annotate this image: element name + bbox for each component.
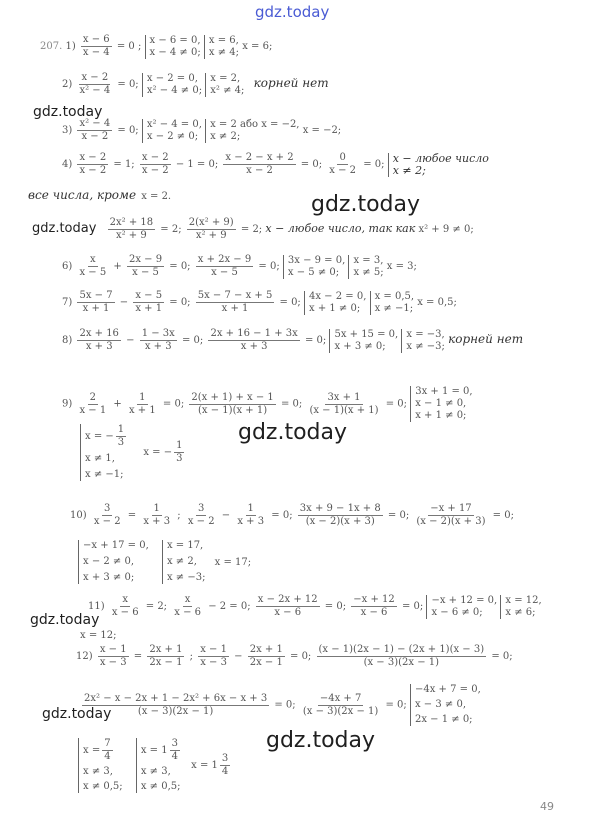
watermark-3: gdz.today — [32, 221, 97, 236]
item-5-result: x² + 9 ≠ 0; — [418, 224, 474, 235]
watermark-7: gdz.today — [266, 728, 376, 753]
item-3-system-1: x² − 4 = 0, x − 2 ≠ 0; — [142, 119, 202, 143]
item-1-fraction: $\frac{x - 6}{x - 4}$ — [82, 34, 110, 58]
watermark-4: gdz.today — [238, 420, 348, 445]
item-2-system-1: x − 2 = 0, x² − 4 ≠ 0; — [142, 73, 202, 97]
watermark-5: gdz.today — [30, 612, 100, 628]
watermark-2: gdz.today — [311, 192, 421, 217]
item-11: 11) $\frac{x}{x - 6}$ = 2; $\frac{x}{x - 6}$ − 2 = 0; $\frac{x - 2x + 12}{x - 6}$ = 0; $\frac{-x + 12}{x - 6}$ = 0; −x + 12 = 0, x − 6 ≠ 0; x = 12, x ≠ 6; — [88, 594, 542, 618]
item-10: 10) $\frac{3}{x - 2}$ = $\frac{1}{x + 3}$ ; $\frac{3}{x - 2}$ − $\frac{1}{x + 3}$ = 0; $\frac{3x + 9 - 1x + 8}{(x - 2)(x + 3)}$ = 0; $\frac{-x + 17}{(x - 2)(x + 3)}$ = 0; — [70, 503, 514, 527]
watermark-6: gdz.today — [42, 706, 112, 722]
item-9: 9) $\frac{2}{x - 1}$ + $\frac{1}{x + 1}$ = 0; $\frac{2(x + 1) + x - 1}{(x - 1)(x + 1)}$ = 0; $\frac{3x + 1}{(x - 1)(x + 1)}$ = 0; 3x + 1 = 0, x − 1 ≠ 0, x + 1 ≠ 0; — [62, 386, 473, 421]
item-4-tail — [28, 184, 171, 203]
item-3-result: x = −2; — [302, 125, 342, 136]
item-10-result: x = 17; — [214, 556, 252, 568]
item-12: 12) $\frac{x - 1}{x - 3}$ = $\frac{2x + 1}{2x - 1}$ ; $\frac{x - 1}{x - 3}$ − $\frac{2x + 1}{2x - 1}$ = 0; $\frac{(x - 1)(2x - 1) - (2x + 1)(x - 3)}{(x - 3)(2x - 1)}$ = 0; — [76, 644, 513, 668]
item-7: 7) $\frac{5x - 7}{x + 1}$ − $\frac{x - 5}{x + 1}$ = 0; $\frac{5x - 7 - x + 5}{x + 1}$ = 0; 4x − 2 = 0, x + 1 ≠ 0; x = 0,5, x ≠ −1; x = 0,5; — [62, 290, 457, 314]
item-1-result: x = 6; — [242, 41, 273, 52]
item-4-result: x = 2. — [141, 191, 172, 202]
watermark-8: gdz.today — [400, 780, 405, 781]
item-5-note: x − любое число, так как — [265, 222, 416, 235]
item-8-note: корней нет — [448, 332, 524, 346]
page-number: 49 — [540, 800, 554, 813]
item-5: gdz.today $\frac{\text{2x² + 18}}{\text{x² + 9}}$ = 2; $\frac{\text{2(x² + 9)}}{\text{x² + 9}}$ = 2; x − любое число, так как x² + 9 ≠ 0; — [32, 217, 474, 241]
item-1: 207. 1) $\frac{x - 6}{x - 4}$ = 0 ; x − 6 = 0, x − 4 ≠ 0; x = 6, x ≠ 4; x = 6; — [40, 34, 273, 58]
item-12-result: x = 1 $\frac{3}{4}$ — [191, 753, 229, 777]
item-8: 8) $\frac{2x + 16}{x + 3}$ − $\frac{1 - 3x}{x + 3}$ = 0; $\frac{2x + 16 - 1 + 3x}{x + 3}$ = 0; 5x + 15 = 0, x + 3 ≠ 0; x = −3, x ≠ −3; корней нет — [62, 328, 524, 352]
item-4-system: x − любое число x ≠ 2; — [388, 153, 489, 177]
item-12-tail: x = $\frac{7}{4}$ x ≠ 3, x ≠ 0,5; x = 1 $\frac{3}{4}$ x ≠ 3, x ≠ 0,5; x = 1 $\frac{3}{4}$ — [78, 738, 232, 793]
item-3-system-2: x = 2 або x = −2, x ≠ 2; — [205, 119, 299, 143]
watermark-top: gdz.today — [255, 3, 330, 21]
item-1-label: 1) — [65, 41, 76, 52]
item-6: 6) $\frac{x}{x - 5}$ + $\frac{2x - 9}{x - 5}$ = 0; $\frac{x + 2x - 9}{x - 5}$ = 0; 3x − 9 = 0, x − 5 ≠ 0; x = 3, x ≠ 5; x = 3; — [62, 254, 417, 278]
item-2-system-2: x = 2, x² ≠ 4; — [205, 73, 244, 97]
item-10-tail: −x + 17 = 0, x − 2 ≠ 0, x + 3 ≠ 0; x = 17, x ≠ 2, x ≠ −3; x = 17; — [78, 540, 251, 584]
item-11-result: x = 12; — [80, 630, 117, 641]
problem-number: 207. — [40, 41, 63, 52]
item-2-note: корней нет — [253, 76, 329, 90]
item-1-system-1: x − 6 = 0, x − 4 ≠ 0; — [145, 35, 201, 59]
item-2: 2) $\frac{x - 2}{\text{x² − 4}}$ = 0; x − 2 = 0, x² − 4 ≠ 0; x = 2, x² ≠ 4; корней нет — [62, 72, 329, 96]
item-1-system-2: x = 6, x ≠ 4; — [204, 35, 239, 59]
item-3: 3) $\frac{\text{x² − 4}}{x - 2}$ = 0; x² − 4 = 0, x − 2 ≠ 0; x = 2 або x = −2, x ≠ 2; x = −2; — [62, 118, 342, 142]
item-9-tail: x = − $\frac{1}{3}$ x ≠ 1, x ≠ −1; x = − $\frac{1}{3}$ — [80, 424, 186, 481]
item-12-line-2: $\frac{\text{2x² − x − 2x + 1 − 2x² + 6x − x + 3}}{(x - 3)(2x - 1)}$ = 0; $\frac{-4x + 7}{(x - 3)(2x - 1)}$ = 0; −4x + 7 = 0, x − 3 ≠ 0, 2x − 1 ≠ 0; — [84, 684, 481, 725]
item-9-result: x = − $\frac{1}{3}$ — [143, 440, 183, 464]
watermark-1: gdz.today — [33, 104, 103, 120]
item-4: 4) $\frac{x - 2}{x - 2}$ = 1; $\frac{x - 2}{x - 2}$ − 1 = 0; $\frac{x - 2 - x + 2}{x - 2}$ = 0; $\frac{0}{x - 2}$ = 0; x − любое число x ≠ 2; — [62, 151, 489, 177]
item-4-note: все числа, кроме — [28, 188, 137, 202]
